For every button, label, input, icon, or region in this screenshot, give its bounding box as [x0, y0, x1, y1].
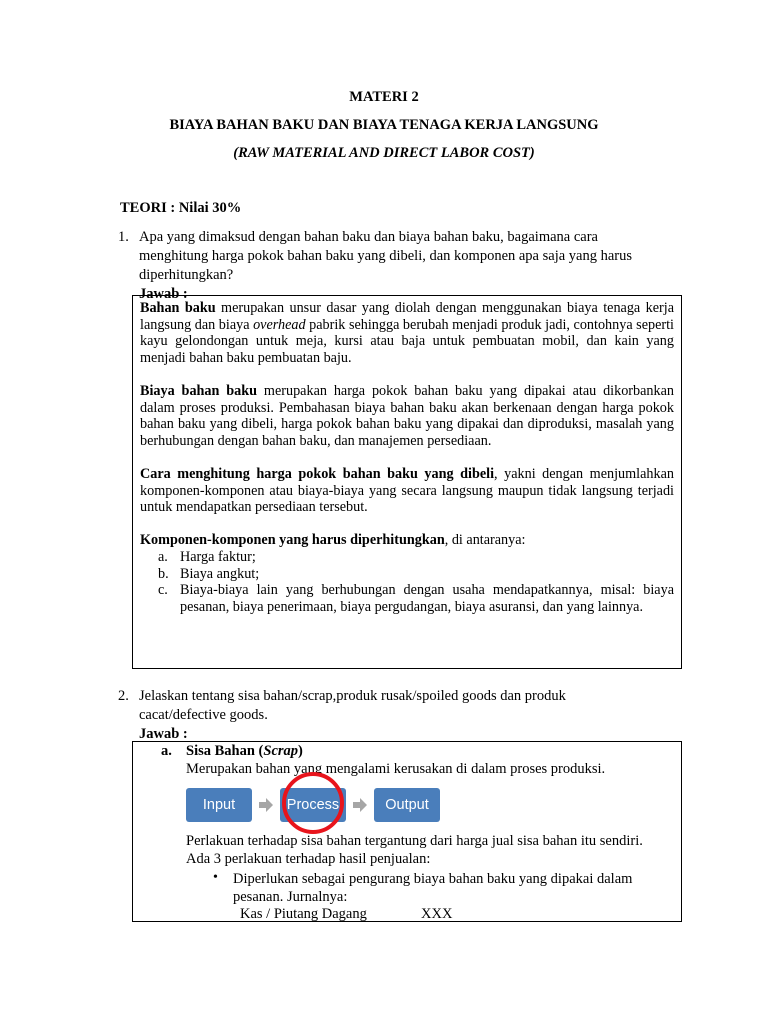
flow-process-box: Process — [280, 788, 346, 822]
heading-title: BIAYA BAHAN BAKU DAN BIAYA TENAGA KERJA LANGSUNG — [169, 117, 599, 133]
heading-subtitle: (RAW MATERIAL AND DIRECT LABOR COST) — [233, 145, 535, 161]
highlight-circle — [282, 772, 344, 834]
jawab-label: Jawab : — [139, 286, 188, 302]
question-1-line: diperhitungkan? — [139, 267, 234, 283]
question-2-line: Jelaskan tentang sisa bahan/scrap,produk rusak/spoiled goods dan produk — [139, 688, 566, 704]
question-2-line: cacat/defective goods. — [139, 707, 268, 723]
section-a-marker: a. — [161, 743, 172, 759]
journal-account: Kas / Piutang Dagang — [240, 906, 367, 922]
section-a-description: Merupakan bahan yang mengalami kerusakan di dalam proses produksi. — [186, 761, 606, 777]
heading-materi: MATERI 2 — [349, 89, 419, 105]
answer-box-2 — [132, 741, 682, 922]
journal-amount: XXX — [421, 906, 453, 922]
jawab-label: Jawab : — [139, 726, 188, 742]
question-1-number: 1. — [118, 229, 129, 245]
teori-label: TEORI : Nilai 30% — [120, 200, 242, 216]
paragraph-bahan-baku: Bahan baku merupakan unsur dasar yang diolah dengan menggunakan biaya tenaga kerja langsung dan biaya overhead pabrik sehingga berubah menjadi produk jadi, contohnya seperti kayu gelondongan untuk meja, kursi atau baja untuk pembuatan mobil, dan kain yang menjadi bahan baku pembuatan baju. — [140, 300, 674, 366]
flow-output-box: Output — [374, 788, 440, 822]
question-2-number: 2. — [118, 688, 129, 704]
flow-input-box: Input — [186, 788, 252, 822]
section-a-title: Sisa Bahan (Scrap) — [186, 743, 303, 759]
bullet-text: Diperlukan sebagai pengurang biaya bahan baku yang dipakai dalam pesanan. Jurnalnya: — [233, 871, 633, 905]
paragraph-biaya-bahan-baku: Biaya bahan baku merupakan harga pokok bahan baku yang dipakai atau dikorbankan dalam proses produksi. Pembahasan biaya bahan baku akan berkenaan dengan harga pokok bahan baku yang dibeli, harga pokok bahan baku yang dipakai dan diproduksi, masalah yang berhubungan dengan bahan baku, dan manajemen persediaan. — [140, 382, 674, 449]
answer-box-1 — [132, 295, 682, 669]
list-item: b. Biaya angkut; — [158, 565, 260, 582]
question-1-line: Apa yang dimaksud dengan bahan baku dan biaya bahan baku, bagaimana cara — [139, 229, 598, 245]
question-2-text — [139, 687, 699, 744]
list-item: a. Harga faktur; — [158, 548, 256, 565]
paragraph-cara-menghitung: Cara menghitung harga pokok bahan baku yang dibeli, yakni dengan menjumlahkan komponen-komponen atau biaya-biaya yang secara langsung maupun tidak langsung terjadi untuk mendapatkan persediaan tersebut. — [140, 465, 674, 516]
question-1-text — [139, 228, 699, 304]
komponen-list — [158, 549, 674, 615]
list-item: c. Biaya-biaya lain yang berhubungan dengan usaha mendapatkannya, misal: biaya pesanan, biaya penerimaan, biaya pergudangan, biaya asuransi, dan yang lainnya. — [158, 582, 674, 615]
bullet-icon: • — [213, 870, 218, 885]
flow-arrow-icon — [353, 798, 367, 812]
perlakuan-text: Perlakuan terhadap sisa bahan tergantung dari harga jual sisa bahan itu sendiri. Ada 3 perlakuan terhadap hasil penjualan: — [186, 833, 643, 867]
question-1-line: menghitung harga pokok bahan baku yang dibeli, dan komponen apa saja yang harus — [139, 248, 633, 264]
paragraph-komponen: Komponen-komponen yang harus diperhitungkan, di antaranya: — [140, 532, 526, 549]
flow-arrow-icon — [259, 798, 273, 812]
